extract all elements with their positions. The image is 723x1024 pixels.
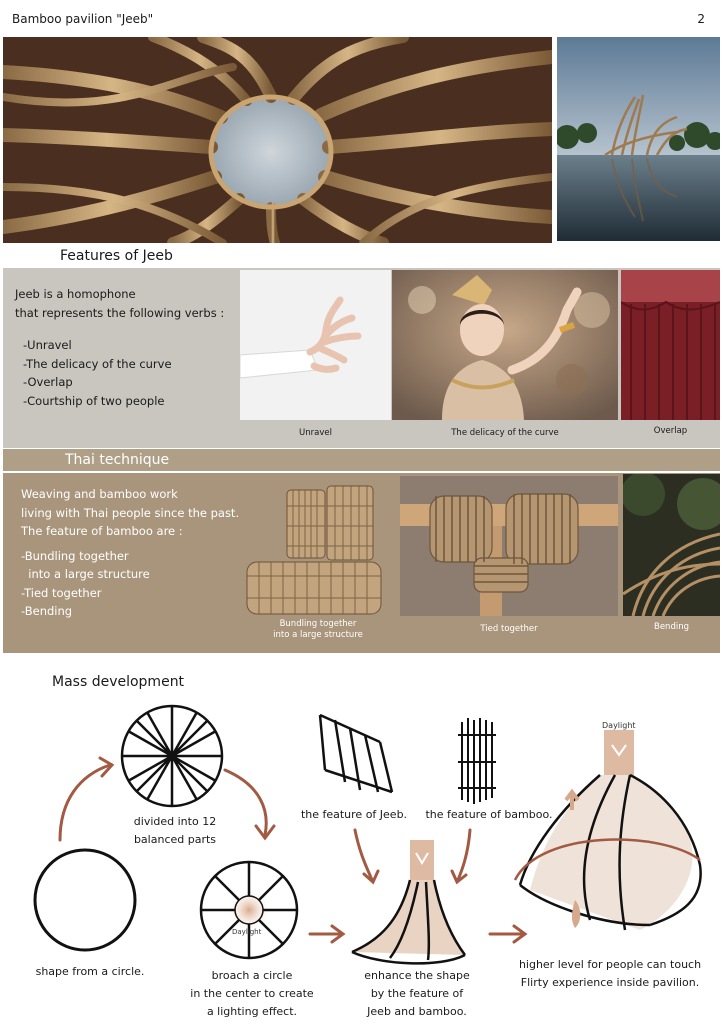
bending-bamboo-photo [623,474,720,616]
caption-bundling [243,619,393,641]
features-heading: Features of Jeeb [60,248,173,264]
step-broach-line3: a lighting effect. [206,1005,298,1018]
page-title: Bamboo pavilion "Jeeb" [12,12,154,26]
caption-curve: The delicacy of the curve [451,428,559,438]
caption-overlap: Overlap [653,426,688,436]
daylight-label: Daylight [602,721,636,730]
bamboo-features-list [21,547,239,621]
bamboo-feature-item: into a large structure [21,567,150,581]
step-broach-line1: broach a circle [211,969,293,982]
caption-tied: Tied together [480,624,538,634]
verb-item: -Unravel [23,338,72,352]
step-broach-label [172,967,332,1021]
step-higher-line2: Flirty experience inside pavilion. [520,976,700,989]
enhance-shape-sketch [352,840,465,963]
bamboo-bundle-sketch [458,718,496,804]
caption-bundling-line2: into a large structure [273,630,363,640]
thai-description [21,485,239,621]
verb-item: -Overlap [23,375,73,389]
step-enhance-label [348,967,486,1021]
feature-jeeb-label: the feature of Jeeb. [300,808,408,821]
unravel-hand-photo [240,270,391,420]
caption-unravel: Unravel [299,428,332,438]
thai-heading: Thai technique [65,452,170,468]
overlap-curtain-photo [621,270,720,420]
step-enhance-line3: Jeeb and bamboo. [367,1005,467,1018]
step-higher-label [500,956,720,992]
divided-circle-sketch [122,706,222,806]
feature-bamboo-label: the feature of bamboo. [425,808,553,821]
step-divided-line1: divided into 12 [133,815,217,828]
thai-intro-line1: Weaving and bamboo work [21,487,178,501]
step-enhance-line2: by the feature of [370,987,464,1000]
features-intro-line2: that represents the following verbs : [15,305,225,320]
bamboo-feature-item: -Bending [21,604,73,618]
broach-circle-sketch [201,862,297,958]
features-description [15,285,224,410]
verb-item: -The delicacy of the curve [23,356,172,371]
tied-rope-photo [400,476,618,616]
final-pavilion-sketch [515,730,701,930]
caption-bending: Bending [654,622,689,632]
thai-intro-line2: living with Thai people since the past. [21,505,240,520]
daylight-label: Daylight [404,826,438,835]
step-enhance-line1: enhance the shape [364,969,470,982]
mass-heading: Mass development [52,674,185,690]
jeeb-feature-sketch [320,715,392,792]
step-circle-label: shape from a circle. [35,965,145,978]
step-divided-label [110,813,240,849]
features-intro-line1: Jeeb is a homophone [15,287,136,301]
step-divided-line2: balanced parts [133,833,217,846]
daylight-label: Daylight [232,928,262,936]
bamboo-baskets-photo [243,476,393,618]
step-higher-line1: higher level for people can touch [518,958,702,971]
pavilion-exterior-render [557,37,720,241]
verb-item: -Courtship of two people [23,393,165,408]
verbs-list [15,336,224,410]
step-broach-line2: in the center to create [190,987,314,1000]
caption-bundling-line1: Bundling together [279,619,357,629]
bamboo-feature-item: -Bundling together [21,548,129,563]
pavilion-interior-render [3,37,552,243]
page-number: 2 [697,12,705,26]
circle-sketch [35,850,135,950]
bamboo-feature-item: -Tied together [21,585,102,600]
thai-intro-line3: The feature of bamboo are : [21,524,183,538]
thai-dancer-photo [392,270,618,420]
